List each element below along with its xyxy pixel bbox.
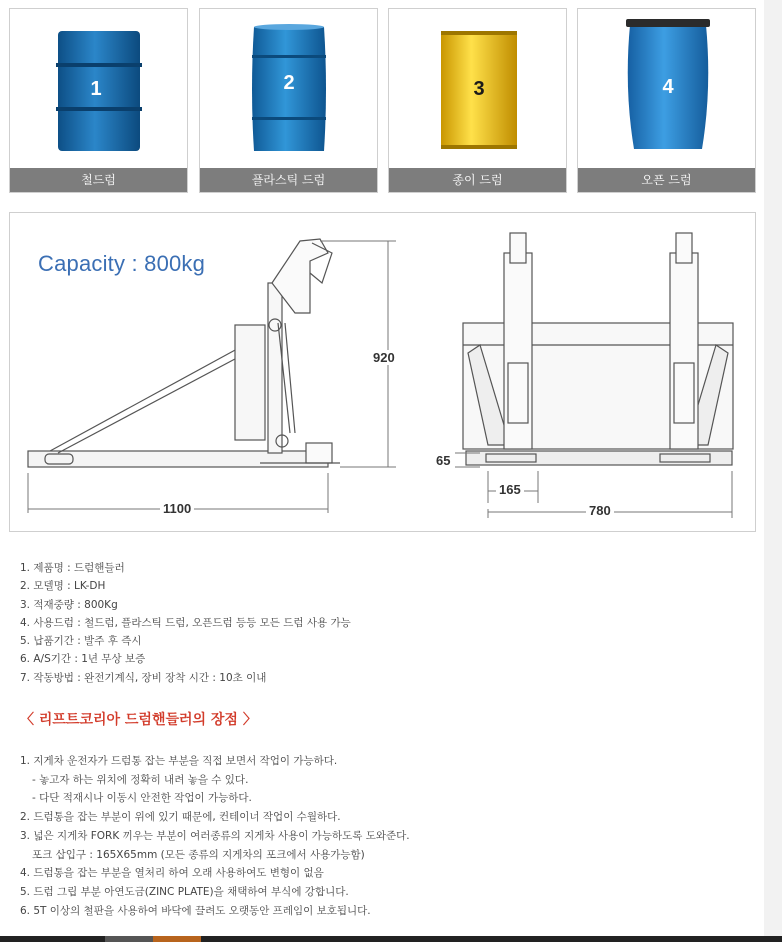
fork-width-dimension: 165 [496,482,524,497]
drum-card-plastic [199,8,378,193]
drum-caption: 플라스틱 드럼 [200,168,377,192]
list-item: 4. 사용드럼 : 철드럼, 플라스틱 드럼, 오픈드럼 등등 모든 드럼 사용 가능 [20,616,351,629]
drum-number: 1 [90,78,102,100]
drum-handler-drawing [10,213,755,531]
list-item: 2. 모델명 : LK-DH [20,580,106,593]
drum-caption: 오픈 드럼 [578,168,755,192]
list-item: - 놓고자 하는 위치에 정확히 내려 놓을 수 있다. [32,773,249,786]
list-item: - 다단 적재시나 이동시 안전한 작업이 가능하다. [32,792,252,805]
fork-height-dimension: 65 [433,453,453,468]
steel-drum-image [10,9,189,169]
merits-heading: 〈 리프트코리아 드럼핸들러의 장점 〉 [20,712,257,728]
list-item: 6. 5T 이상의 철판을 사용하여 바닥에 끌려도 오랫동안 프레임이 보호됩니다. [20,904,371,917]
page-right-rail [764,0,782,936]
list-item: 2. 드럼통을 잡는 부분이 위에 있기 때문에, 컨테이너 작업이 수월하다. [20,811,341,824]
list-item: 5. 납품기간 : 발주 후 즉시 [20,635,142,648]
list-item: 포크 삽입구 : 165X65mm (모든 종류의 지게차의 포크에서 사용가능함) [32,848,365,861]
list-item: 1. 지게차 운전자가 드럼통 잡는 부분을 직접 보면서 작업이 가능하다. [20,755,338,767]
drum-number: 3 [473,78,485,100]
drum-types-row [9,8,757,194]
list-item: 5. 드럼 그립 부분 아연도금(ZINC PLATE)을 채택하여 부식에 강합니다. [20,885,349,898]
drum-caption: 종이 드럼 [389,168,566,192]
drum-card-open [577,8,756,193]
spec-list [20,559,351,687]
footer-tab-active[interactable] [153,936,201,942]
list-item: 6. A/S기간 : 1년 무상 보증 [20,653,146,666]
list-item: 3. 적재중량 : 800Kg [20,598,118,611]
length-dimension: 1100 [160,501,194,516]
drum-number: 2 [283,72,295,94]
dimension-drawing [9,212,756,532]
merit-list [20,752,410,920]
drum-card-steel [9,8,188,193]
footer-tab[interactable] [105,936,153,942]
list-item: 4. 드럼통을 잡는 부분을 열처리 하여 오래 사용하여도 변형이 없음 [20,867,324,880]
drum-caption: 철드럼 [10,168,187,192]
capacity-label: Capacity : 800kg [38,251,206,276]
total-width-dimension: 780 [586,503,614,518]
footer-bar [0,936,782,942]
drum-number: 4 [662,76,674,98]
list-item: 7. 작동방법 : 완전기계식, 장비 장착 시간 : 10초 이내 [20,671,267,684]
plastic-drum-image [200,9,379,169]
height-dimension: 920 [370,350,398,365]
drum-card-paper [388,8,567,193]
list-item: 1. 제품명 : 드럼핸들러 [20,562,125,574]
paper-drum-image [389,9,568,169]
list-item: 3. 넓은 지게차 FORK 끼우는 부분이 여러종류의 지게차 사용이 가능하도록 도와준다. [20,829,410,842]
open-drum-image [578,9,757,169]
